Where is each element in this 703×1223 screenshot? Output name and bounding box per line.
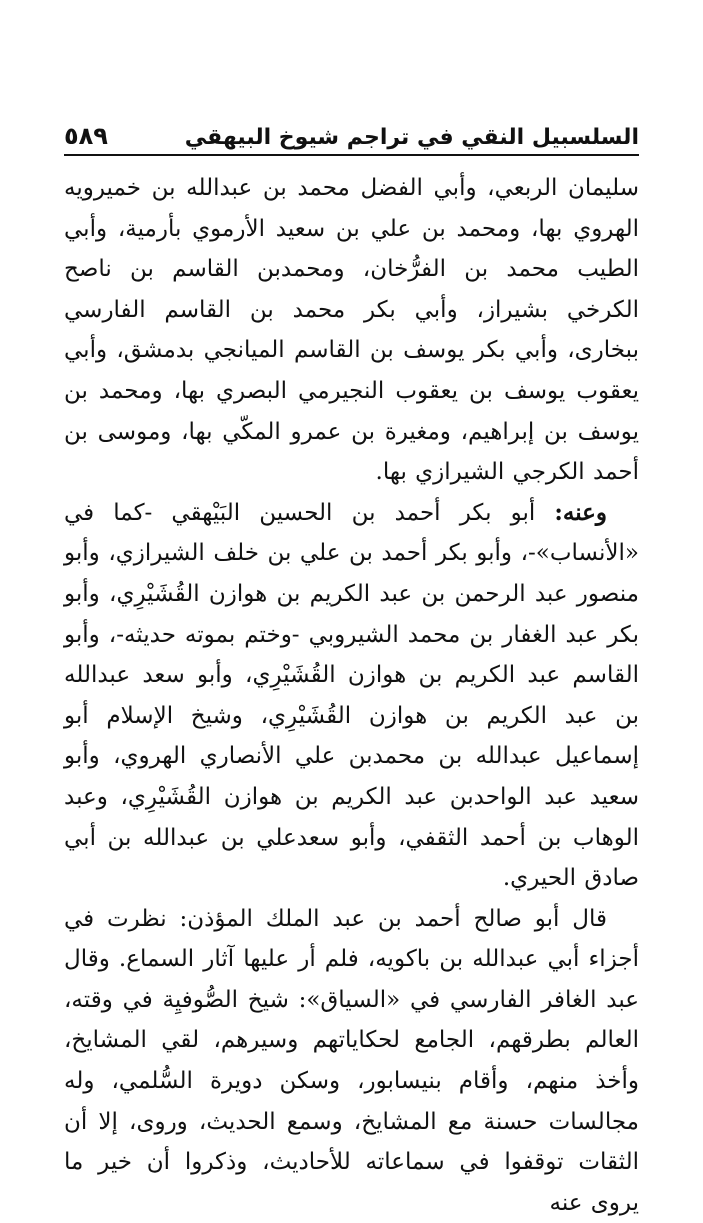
paragraph-text: قال أبو صالح أحمد بن عبد الملك المؤذن: نظرت في أجزاء أبي عبدالله بن باكويه، فلم أر عليها آثار السماع. وقال عبد الغافر الفارسي في «السياق»: شيخ الصُّوفيِة في وقته، العالم بطرقهم، الجامع لحكاياتهم وسيرهم، لقي المشايخ، وأخذ منهم، وأقام بنيسابور، وسكن دويرة السُّلمي، وله مجالسات حسنة مع المشايخ، وسمع الحديث، وروى، إلا أن الثقات توقفوا في سماعاته للأحاديث، وذكروا أن خير ما يروى عنه [64, 905, 639, 1216]
page-header [64, 112, 639, 156]
paragraph-assessment [64, 899, 639, 1223]
paragraph-text: سليمان الربعي، وأبي الفضل محمد بن عبدالله بن خميرويه الهروي بها، ومحمد بن علي بن سعيد الأرموي بأرمية، وأبي الطيب محمد بن الفرُّخان، ومحمدبن القاسم بن ناصح الكرخي بشيراز، وأبي بكر محمد بن القاسم الفارسي ببخارى، وأبي بكر يوسف بن القاسم الميانجي بدمشق، وأبي يعقوب يوسف بن يعقوب النجيرمي البصري بها، ومحمد بن يوسف بن إبراهيم، ومغيرة بن عمرو المكّي بها، وموسى بن أحمد الكرجي الشيرازي بها. [64, 175, 639, 486]
paragraph-teachers [64, 168, 639, 493]
header-rule [64, 154, 639, 156]
page-body [64, 168, 640, 1216]
paragraph-lead: وعنه: [554, 498, 607, 526]
paragraph-students [64, 493, 639, 899]
paragraph-text: أبو بكر أحمد بن الحسين البَيْهقي -كما في «الأنساب»-، وأبو بكر أحمد بن علي بن خلف الشيرازي، وأبو منصور عبد الرحمن بن عبد الكريم بن هوازن القُشَيْرِي، وأبو بكر عبد الغفار بن محمد الشيروبي -وختم بموته حديثه-، وأبو القاسم عبد الكريم بن هوازن القُشَيْرِي، وأبو سعد عبدالله بن عبد الكريم بن هوازن القُشَيْرِي، وشيخ الإسلام أبو إسماعيل عبدالله بن محمدبن علي الأنصاري الهروي، وأبو سعيد عبد الواحدبن عبد الكريم بن هوازن القُشَيْرِي، وعبد الوهاب بن أحمد الثقفي، وأبو سعدعلي بن عبدالله بن أبي صادق الحيري. [64, 499, 640, 892]
page-number: ٥٨٩ [64, 122, 108, 150]
running-title: السلسبيل النقي في تراجم شيوخ البيهقي [184, 125, 639, 150]
